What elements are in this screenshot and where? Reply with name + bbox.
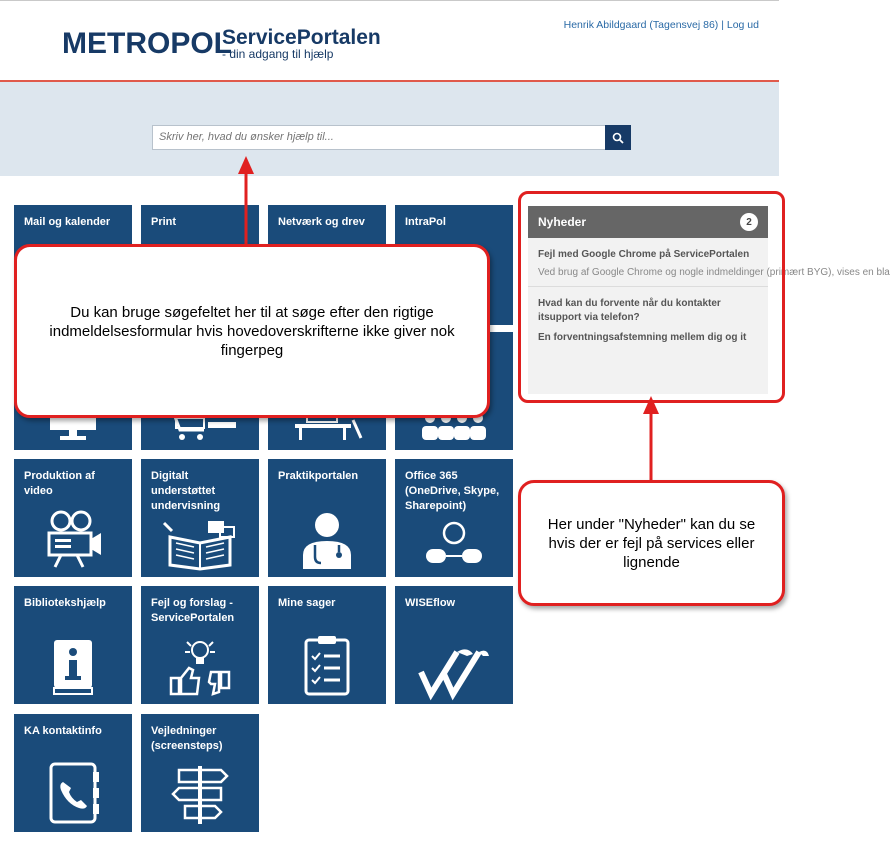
tile-label: Digitalt understøttet undervisning bbox=[151, 470, 221, 512]
user-name-link[interactable]: Henrik Abildgaard (Tagensvej 86) bbox=[563, 19, 719, 31]
tile-label: Office 365 (OneDrive, Skype, Sharepoint) bbox=[405, 470, 500, 512]
news-hint-text: Her under "Nyheder" kan du se hvis der er fejl på services eller lignende bbox=[547, 515, 756, 571]
tile-label: Print bbox=[151, 216, 177, 228]
logout-link[interactable]: Log ud bbox=[726, 19, 759, 31]
portal-title: ServicePortalen bbox=[222, 26, 381, 49]
news-item-description: Ved brug af Google Chrome og nogle indmeldinger (primært BYG), vises en bla bbox=[538, 267, 890, 278]
tile-label: Fejl og forslag - ServicePortalen bbox=[151, 597, 235, 624]
arrow-to-news bbox=[643, 396, 659, 483]
tile-label: Produktion af video bbox=[24, 470, 95, 497]
arrow-to-search bbox=[238, 156, 254, 245]
news-hint-callout bbox=[518, 480, 785, 606]
metropol-logo[interactable]: METROPOL bbox=[62, 27, 232, 60]
search-hint-text: Du kan bruge søgefeltet her til at søge efter den rigtige indmeldelsesformular hvis hovedoverskrifterne ikke giver nok fingerpeg bbox=[49, 303, 455, 359]
tile-label: Bibliotekshjælp bbox=[24, 597, 106, 609]
search-hint-callout bbox=[14, 244, 490, 418]
tile-label: IntraPol bbox=[405, 216, 446, 228]
news-item-title[interactable]: Fejl med Google Chrome på ServicePortalen bbox=[538, 249, 750, 260]
tile-label: KA kontaktinfo bbox=[24, 725, 102, 737]
user-bar-separator: | bbox=[721, 19, 724, 31]
news-count-badge: 2 bbox=[740, 213, 758, 231]
news-item-title[interactable]: Hvad kan du forvente når du kontakter itsupport via telefon? bbox=[538, 298, 721, 323]
portal-subtitle: - din adgang til hjælp bbox=[222, 47, 334, 61]
tile-label: Netværk og drev bbox=[278, 216, 365, 228]
news-title: Nyheder bbox=[538, 215, 587, 229]
tile-label: Vejledninger (screensteps) bbox=[151, 725, 223, 752]
tile-label: WISEflow bbox=[405, 597, 456, 609]
tile-label: Praktikportalen bbox=[278, 470, 359, 482]
news-item-description: En forventningsafstemning mellem dig og it bbox=[538, 332, 747, 343]
tile-label: Mail og kalender bbox=[24, 216, 111, 228]
tile-label: Mine sager bbox=[278, 597, 336, 609]
